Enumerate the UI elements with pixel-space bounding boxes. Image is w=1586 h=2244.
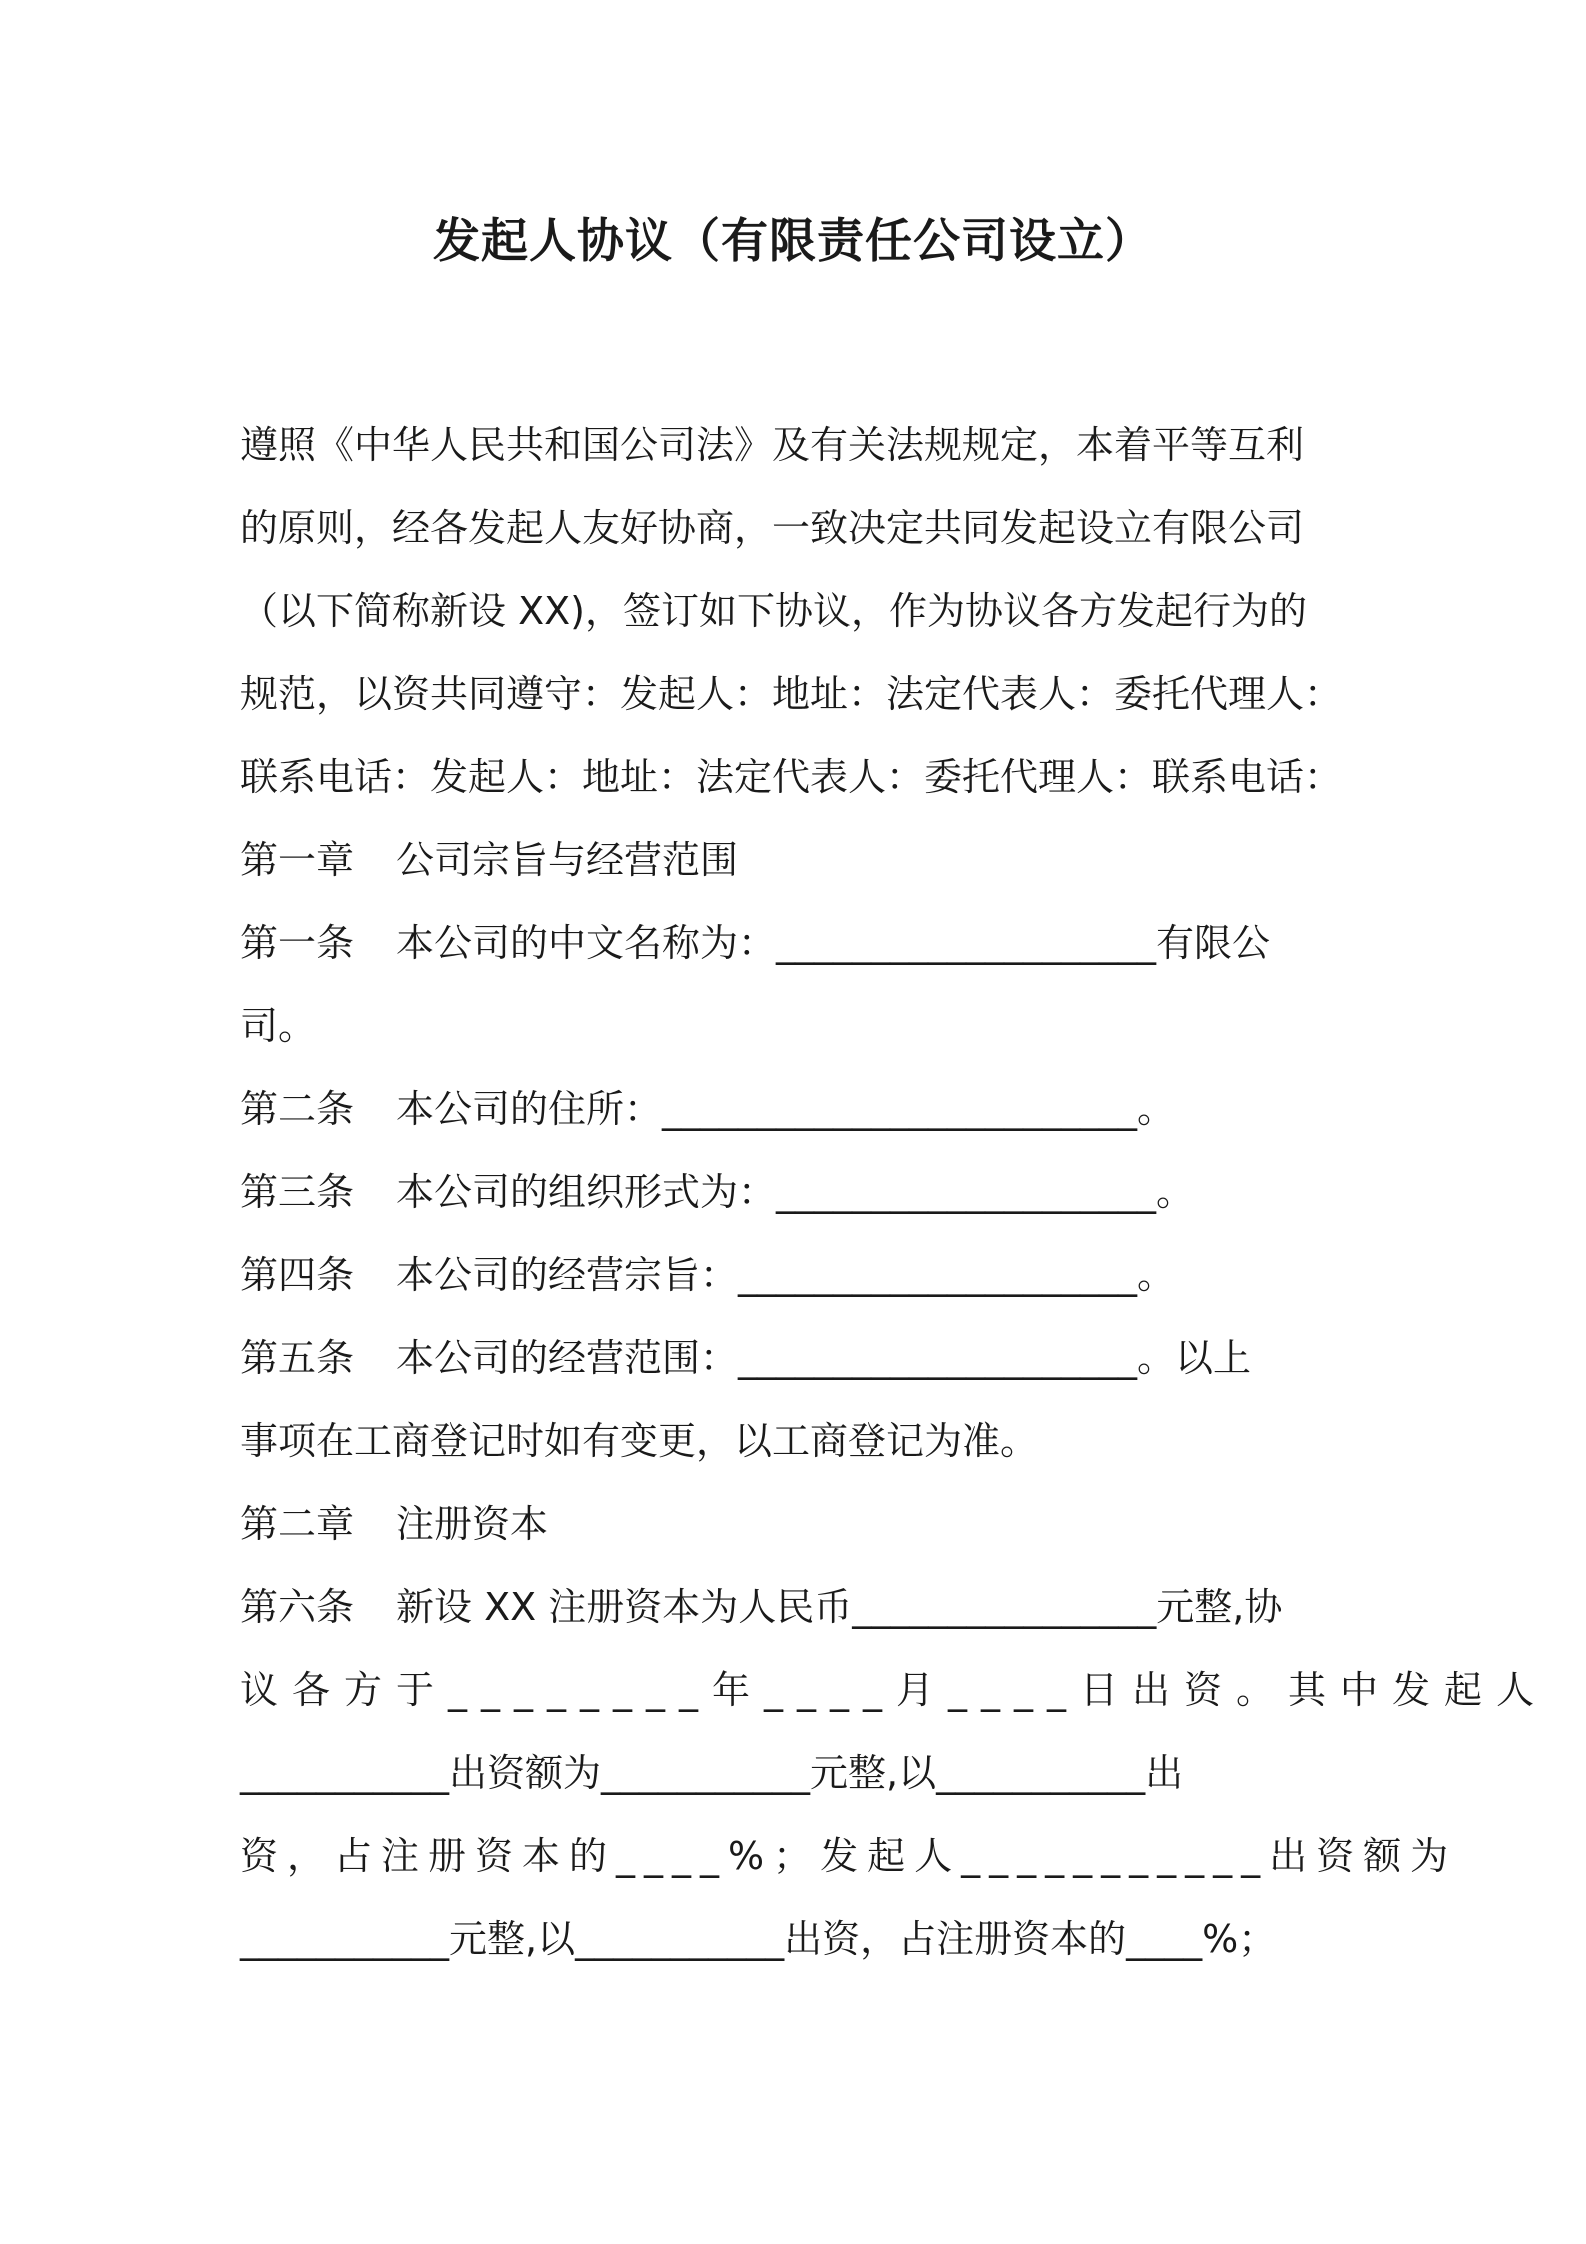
article-1-continuation: 司。 [240, 1004, 317, 1048]
preamble-line-1: 遵照《中华人民共和国公司法》及有关法规规定，本着平等互利 [240, 423, 1305, 467]
article-3-text: 本公司的组织形式为：____________________。 [396, 1170, 1195, 1214]
chapter-1-title: 公司宗旨与经营范围 [396, 838, 739, 882]
article-6-line-4: 资，占注册资本的____%；发起人___________出资额为 [240, 1834, 1458, 1878]
article-5-label: 第五条 [240, 1336, 355, 1380]
article-5-continuation: 事项在工商登记时如有变更，以工商登记为准。 [240, 1419, 1039, 1463]
preamble-line-4: 规范，以资共同遵守：发起人：地址：法定代表人：委托代理人： [240, 672, 1343, 716]
article-2-label: 第二条 [240, 1087, 355, 1131]
article-6-line-3: ___________出资额为___________元整,以___________出 [240, 1751, 1184, 1795]
article-2 [240, 1068, 1360, 1151]
chapter-2-heading [240, 1483, 1360, 1566]
article-4 [240, 1234, 1360, 1317]
article-3-label: 第三条 [240, 1170, 355, 1214]
chapter-1-heading [240, 819, 1360, 902]
preamble-line-5: 联系电话：发起人：地址：法定代表人：委托代理人：联系电话： [240, 755, 1343, 799]
article-1 [240, 902, 1360, 985]
article-1-label: 第一条 [240, 921, 355, 965]
article-6 [240, 1566, 1360, 1649]
article-6-label: 第六条 [240, 1585, 355, 1629]
article-4-label: 第四条 [240, 1253, 355, 1297]
article-3 [240, 1151, 1360, 1234]
article-5 [240, 1317, 1360, 1400]
preamble-line-2: 的原则，经各发起人友好协商，一致决定共同发起设立有限公司 [240, 506, 1305, 550]
document-body [240, 404, 1549, 1981]
article-5-text: 本公司的经营范围：_____________________。以上 [396, 1336, 1252, 1380]
chapter-2-label: 第二章 [240, 1502, 355, 1546]
article-1-text: 本公司的中文名称为：____________________有限公 [396, 921, 1271, 965]
document-title: 发起人协议（有限责任公司设立） [433, 214, 1153, 269]
chapter-2-title: 注册资本 [396, 1502, 549, 1546]
article-6-line-5: ___________元整,以___________出资，占注册资本的____%； [240, 1917, 1277, 1961]
article-4-text: 本公司的经营宗旨：_____________________。 [396, 1253, 1176, 1297]
chapter-1-label: 第一章 [240, 838, 355, 882]
article-6-text: 新设 XX 注册资本为人民币________________元整,协 [396, 1585, 1283, 1629]
preamble-line-3: （以下简称新设 XX)，签订如下协议，作为协议各方发起行为的 [240, 589, 1307, 633]
article-2-text: 本公司的住所：_________________________。 [396, 1087, 1176, 1131]
article-6-line-2: 议各方于________年____月____日出资。其中发起人 [240, 1668, 1549, 1712]
